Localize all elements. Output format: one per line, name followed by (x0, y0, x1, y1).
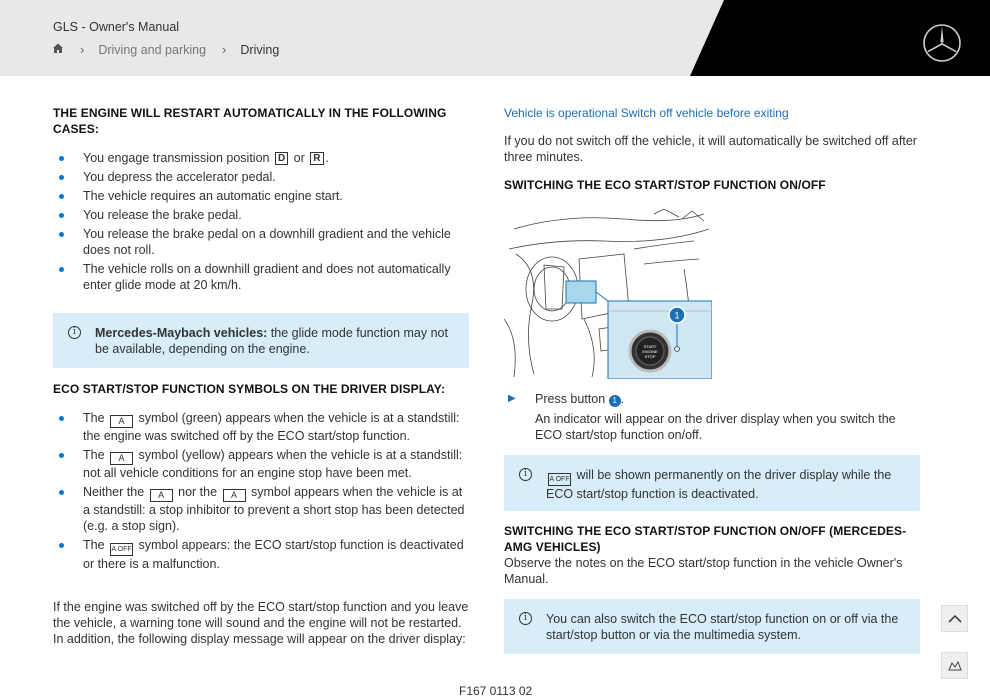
eco-symbol-icon: A (110, 415, 133, 428)
heading-switching: SWITCHING THE ECO START/STOP FUNCTION ON/OFF (504, 178, 826, 192)
list-item: The A symbol (green) appears when the vehicle is at a standstill: the engine was switched off by the ECO start/stop function. (53, 410, 469, 444)
cockpit-drawing (504, 209, 712, 379)
gear-r-key: R (310, 152, 323, 165)
chevron-right-icon: › (80, 42, 85, 57)
warning-paragraph: If the engine was switched off by the ECO start/stop function and you leave the vehicle, a warning tone will sound and the engine will not be restarted. In addition, the following display message will appear on the driver display: (53, 600, 469, 646)
list-item: The vehicle requires an automatic engine start. (53, 188, 469, 204)
heading-symbols: ECO START/STOP FUNCTION SYMBOLS ON THE DRIVER DISPLAY: (53, 382, 446, 396)
eco-symbol-icon: A (223, 489, 246, 502)
chevron-right-icon: › (222, 42, 227, 57)
gear-d-key: D (275, 152, 288, 165)
auto-off-paragraph: If you do not switch off the vehicle, it will automatically be switched off after three minutes. (504, 134, 917, 164)
display-message-link[interactable]: Vehicle is operational Switch off vehicle before exiting (504, 106, 789, 120)
info-box-maybach: i Mercedes-Maybach vehicles: the glide mode function may not be available, depending on the engine. (53, 313, 469, 368)
step-result: An indicator will appear on the driver display when you switch the ECO start/stop function on/off. (535, 412, 896, 442)
eco-symbol-icon: A (150, 489, 173, 502)
list-item: You release the brake pedal on a downhill gradient and the vehicle does not roll. (53, 226, 469, 258)
mercedes-star-icon[interactable] (922, 23, 962, 63)
breadcrumb-item-driving: Driving (240, 42, 280, 57)
start-button-text: STOP (644, 354, 656, 359)
manual-title: GLS - Owner's Manual (53, 20, 180, 34)
header (0, 0, 990, 76)
info-icon: i (519, 468, 532, 481)
info-bold: Mercedes-Maybach vehicles: (95, 326, 268, 340)
page-icon (948, 661, 962, 671)
breadcrumb-item-driving-and-parking[interactable]: Driving and parking (98, 42, 207, 57)
home-icon[interactable] (52, 42, 64, 57)
list-item: The A symbol (yellow) appears when the vehicle is at a standstill: not all vehicle conditions for an engine stop have been met. (53, 447, 469, 481)
step-arrow-icon: ▶ (508, 393, 516, 404)
right-column (504, 105, 920, 654)
list-item: You engage transmission position D or R . (53, 150, 469, 166)
figure-code: F167 0113 02 (459, 684, 533, 698)
list-item: Neither the A nor the A symbol appears when the vehicle is at a standstill: a stop inhibitor to prevent a short stop has been detected (e.g. a stop sign). (53, 484, 469, 534)
cockpit-illustration (504, 209, 712, 379)
heading-amg: SWITCHING THE ECO START/STOP FUNCTION ON/OFF (MERCEDES-AMG VEHICLES) (504, 524, 907, 554)
info-box-deactivated: i A OFF will be shown permanently on the driver display while the ECO start/stop function is deactivated. (504, 455, 920, 511)
page-button[interactable] (941, 652, 968, 679)
callout-number: 1 (674, 310, 680, 321)
scroll-top-icon (948, 614, 962, 623)
left-column (53, 105, 469, 647)
symbols-list (53, 410, 469, 572)
list-item: The A OFF symbol appears: the ECO start/stop function is deactivated or there is a malfunction. (53, 537, 469, 572)
list-item: The vehicle rolls on a downhill gradient and does not automatically enter glide mode at 20 km/h. (53, 261, 469, 293)
scroll-top-button[interactable] (941, 605, 968, 632)
eco-off-symbol-icon: A OFF (548, 473, 571, 486)
eco-symbol-icon: A (110, 452, 133, 465)
restart-cases-list (53, 150, 469, 293)
heading-restart-cases: THE ENGINE WILL RESTART AUTOMATICALLY IN THE FOLLOWING CASES: (53, 106, 447, 136)
instruction-step: ▶ Press button 1 . (508, 392, 625, 406)
start-button-text: ENGINE (642, 349, 658, 354)
callout-badge: 1 (609, 395, 621, 407)
eco-off-symbol-icon: A OFF (110, 543, 133, 556)
info-icon: i (68, 326, 81, 339)
list-item: You depress the accelerator pedal. (53, 169, 469, 185)
breadcrumb (52, 42, 279, 57)
list-item: You release the brake pedal. (53, 207, 469, 223)
start-button-text: START (643, 344, 657, 349)
info-icon: i (519, 612, 532, 625)
info-box-multimedia: i You can also switch the ECO start/stop function on or off via the start/stop button or via the multimedia system. (504, 599, 920, 654)
amg-paragraph: Observe the notes on the ECO start/stop function in the vehicle Owner's Manual. (504, 556, 903, 586)
